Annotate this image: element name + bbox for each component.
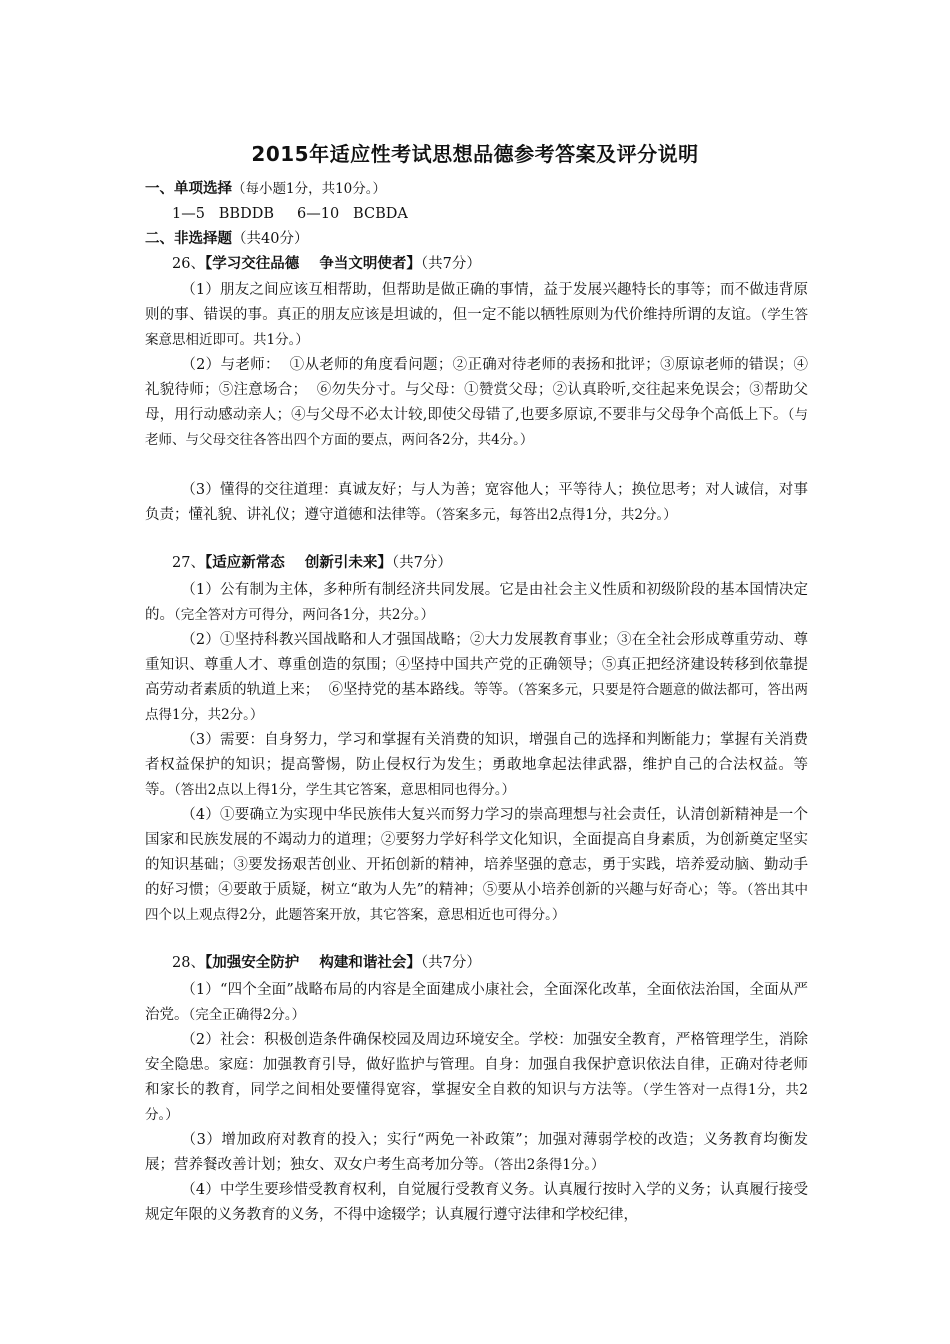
q28-answer-4 — [145, 1178, 808, 1228]
q27-p3-text: （3）需要：自身努力，学习和掌握有关消费的知识，增强自己的选择和判断能力；掌握有关消费者权益保护的知识；提高警惕，防止侵权行为发生；勇敢地拿起法律武器，维护自己的合法权益。等等。 — [145, 732, 808, 798]
q28-answer-2 — [145, 1028, 808, 1128]
q28-answer-1 — [145, 978, 808, 1028]
document-title: 2015年适应性考试思想品德参考答案及评分说明 — [251, 142, 699, 166]
q26-header — [172, 254, 481, 274]
q28-title: 【加强安全防护 构建和谐社会】 — [204, 955, 421, 971]
q26-p3-note: （答案多元，每答出2点得1分，共2分。） — [435, 507, 677, 523]
q28-score: （共7分） — [420, 955, 481, 971]
q26-answer-3 — [145, 478, 808, 528]
q28-p3-text: （3）增加政府对教育的投入；实行“两免一补政策”；加强对薄弱学校的改造；义务教育均衡发展；营养餐改善计划；独女、双女户考生高考加分等。 — [145, 1132, 808, 1173]
q28-p1-text: （1）“四个全面”战略布局的内容是全面建成小康社会，全面深化改革，全面依法治国，全面从严治党。 — [145, 982, 808, 1023]
q28-p1-note: （完全正确得2分。） — [188, 1007, 306, 1023]
q27-p4-note: （答出其中四个以上观点得2分，此题答案开放，其它答案，意思相近也可得分。） — [145, 882, 809, 923]
mc-answers: 1—5 BBDDB 6—10 BCBDA — [172, 206, 408, 222]
q28-p4-text: （4）中学生要珍惜受教育权利，自觉履行受教育义务。认真履行按时入学的义务；认真履行接受规定年限的义务教育的义务，不得中途辍学；认真履行遵守法律和学校纪律， — [145, 1182, 808, 1223]
q28-answer-3 — [145, 1128, 808, 1178]
q27-p1-text: （1）公有制为主体，多种所有制经济共同发展。它是由社会主义性质和初级阶段的基本国情决定的。 — [145, 582, 808, 623]
q27-answer-2 — [145, 628, 808, 728]
q26-p2-note: （与老师、与父母交往各答出四个方面的要点，两问各2分，共4分。） — [145, 407, 809, 448]
q27-answer-4 — [145, 803, 808, 928]
section-2-heading: 二、非选择题 — [145, 231, 232, 247]
section-1-note: （每小题1分，共10分。） — [232, 181, 387, 197]
q27-p2-note: （答案多元，只要是符合题意的做法都可，答出两点得1分，共2分。） — [145, 682, 809, 723]
q26-answer-1 — [145, 278, 808, 353]
section-1-answers — [172, 204, 408, 224]
q26-p2-text: （2）与老师： ①从老师的角度看问题；②正确对待老师的表扬和批评；③原谅老师的错误；④礼貌待师；⑤注意场合； ⑥勿失分寸。与父母：①赞赏父母；②认真聆听,交往起来免误会；③帮助父母，用行动感动亲人；④与父母不必太计较,即使父母错了,也要多原谅,不要非与父母争个高低上下。 — [145, 357, 808, 423]
q27-p3-note: （答出2点以上得1分，学生其它答案，意思相同也得分。） — [174, 782, 516, 798]
q27-p4-text: （4）①要确立为实现中华民族伟大复兴而努力学习的崇高理想与社会责任，认清创新精神是一个国家和民族发展的不竭动力的道理；②要努力学好科学文化知识，全面提高自身素质，为创新奠定坚实的知识基础；③要发扬艰苦创业、开拓创新的精神，培养坚强的意志，勇于实践，培养爱动脑、勤动手的好习惯；④要敢于质疑，树立“敢为人先”的精神；⑤要从小培养创新的兴趣与好奇心；等。 — [145, 807, 808, 898]
q27-answer-1 — [145, 578, 808, 628]
q26-p3-text: （3）懂得的交往道理：真诚友好；与人为善；宽容他人；平等待人；换位思考；对人诚信，对事负责；懂礼貌、讲礼仪；遵守道德和法律等。 — [145, 482, 808, 523]
q27-number: 27、 — [172, 555, 205, 571]
q26-number: 26、 — [172, 256, 205, 272]
q28-number: 28、 — [172, 955, 205, 971]
q26-answer-2 — [145, 353, 808, 453]
q26-p1-note: （学生答案意思相近即可。共1分。） — [145, 307, 808, 348]
q27-header — [172, 553, 452, 573]
q26-title: 【学习交往品德 争当文明使者】 — [204, 256, 421, 272]
q26-score: （共7分） — [420, 256, 481, 272]
q28-p2-text: （2）社会：积极创造条件确保校园及周边环境安全。学校：加强安全教育，严格管理学生，消除安全隐患。家庭：加强教育引导，做好监护与管理。自身：加强自我保护意识依法自律，正确对待老师和家长的教育，同学之间相处要懂得宽容，掌握安全自救的知识与方法等。 — [145, 1032, 808, 1098]
q27-title: 【适应新常态 创新引未来】 — [204, 555, 392, 571]
section-2-header — [145, 229, 308, 249]
q28-p2-note: （学生答对一点得1分，共2分。） — [145, 1082, 808, 1123]
q27-answer-3 — [145, 728, 808, 803]
section-1-header — [145, 179, 386, 199]
q26-p1-text: （1）朋友之间应该互相帮助，但帮助是做正确的事情，益于发展兴趣特长的事等；而不做违背原则的事、错误的事。真正的朋友应该是坦诚的，但一定不能以牺牲原则为代价维持所谓的友谊。 — [145, 282, 808, 323]
q27-p2-text: （2）①坚持科教兴国战略和人才强国战略；②大力发展教育事业；③在全社会形成尊重劳动、尊重知识、尊重人才、尊重创造的氛围；④坚持中国共产党的正确领导；⑤真正把经济建设转移到依靠提高劳动者素质的轨道上来； ⑥坚持党的基本路线。等等。 — [145, 632, 808, 698]
section-2-note: （共40分） — [232, 231, 309, 247]
section-1-heading: 一、单项选择 — [145, 181, 232, 197]
q28-header — [172, 953, 481, 973]
q27-p1-note: （完全答对方可得分，两问各1分，共2分。） — [174, 607, 435, 623]
q28-p3-note: （答出2条得1分。） — [493, 1157, 605, 1173]
q27-score: （共7分） — [391, 555, 452, 571]
